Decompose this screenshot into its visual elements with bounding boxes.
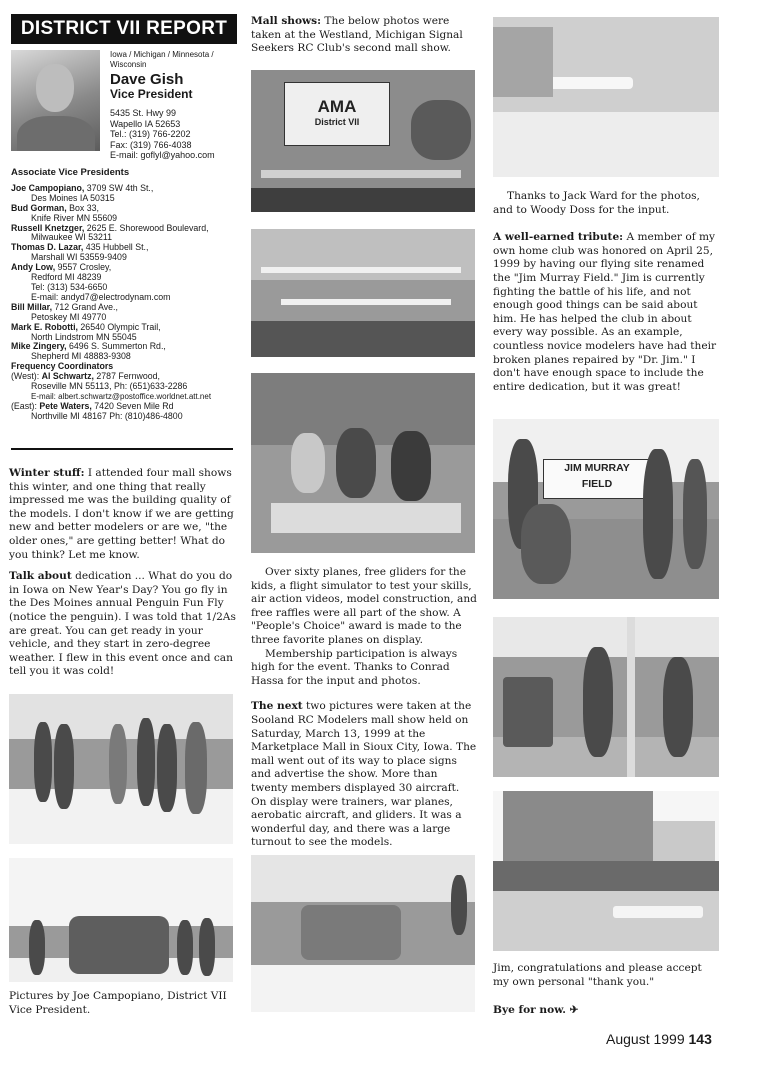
mall-display-photo: [493, 17, 719, 177]
westland-mall-show-photo-1: [251, 70, 475, 212]
associate-line: North Lindstrom MN 55045: [31, 331, 137, 342]
associate-line: Redford MI 48239: [31, 272, 102, 283]
penguin-fun-fly-photo: [9, 694, 233, 844]
closing-paragraph: Jim, congratulations and please accept my own personal "thank you.": [493, 962, 702, 988]
westland-mall-show-photo-3: [251, 373, 475, 553]
page-number: 143: [688, 1031, 712, 1047]
column1-body: [9, 467, 239, 687]
winter-paragraph: Winter stuff: I attended four mall shows this winter, and one thing that really impressed me was the building quality of the models. I don't know if we are getting new and better modelers or are we, "the older ones," are getting better! What do you think? Let me know.: [9, 467, 234, 561]
associate-vp-list: [11, 168, 237, 422]
frequency-email[interactable]: E-mail: albert.schwartz@postoffice.worldnet.att.net: [31, 391, 212, 401]
associate-entry: Russell Knetzger, 2625 E. Shorewood Boulevard,: [11, 222, 209, 233]
field-dedication-crowd-photo: [493, 617, 719, 777]
frequency-entry: (West): Al Schwartz, 2787 Fernwood,: [11, 371, 160, 382]
thanks-paragraph: Thanks to Jack Ward for the photos, and to Woody Doss for the input.: [493, 190, 700, 216]
vp-address-line: 5435 St. Hwy 99: [110, 108, 177, 118]
sooland-paragraph: The next two pictures were taken at the Sooland RC Modelers mall show held on Saturday, March 13, 1999 at the Marketplace Mall in Sioux City, Iowa. The mall went out of its way to place signs and advertise the show. More than twenty members displayed 30 aircraft. On display were trainers, war planes, aerobatic aircraft, and gliders. It was a wonderful day, and there was a large turnout to see the models.: [251, 700, 477, 849]
column3-body: [493, 190, 719, 402]
flying-field-shelter-photo: [493, 791, 719, 951]
vp-address-line: Wapello IA 52653: [110, 118, 181, 129]
associate-entry: Thomas D. Lazar, 435 Hubbell St.,: [11, 242, 149, 253]
frequency-line: Roseville MN 55113, Ph: (651)633-2286: [31, 381, 188, 392]
associate-entry: Bill Millar, 712 Grand Ave.,: [11, 301, 118, 312]
sign-off: Bye for now. ✈: [493, 1004, 579, 1016]
penguin-group-photo: [9, 858, 233, 982]
mall-show-body: [251, 566, 477, 858]
associate-entry: Mark E. Robotti, 26540 Olympic Trail,: [11, 321, 161, 332]
district-states: Iowa / Michigan / Minnesota / Wisconsin: [110, 50, 214, 69]
section-divider: [11, 448, 233, 450]
associate-line: Tel: (313) 534-6650: [31, 281, 108, 292]
jim-murray-field-photo: [493, 419, 719, 599]
membership-paragraph: Membership participation is always high for the event. Thanks to Conrad Hassa for the input and photos.: [251, 647, 458, 687]
associate-entry: Andy Low, 9557 Crosley,: [11, 262, 112, 273]
mall-show-paragraph: Over sixty planes, free gliders for the kids, a flight simulator to test your skills, air action videos, model construction, and free raffles were all part of the show. A "People's Choice" award is made to the three favorite planes on display.: [251, 566, 477, 646]
associate-line: Shepherd MI 48883-9308: [31, 351, 131, 362]
vp-email[interactable]: E-mail: goflyl@yahoo.com: [110, 150, 215, 160]
frequency-entry: (East): Pete Waters, 7420 Seven Mile Rd: [11, 400, 174, 411]
dedication-paragraph: Talk about dedication ... What do you do in Iowa on New Year's Day? You go fly in the Des Moines annual Penguin Fun Fly (notice the penguin). I was told that 1/2As are great. You can get ready in your vehicle, and they start in zero-degree weather. I flew in this event once and can tell you it was cold!: [9, 570, 236, 678]
tribute-paragraph: A well-earned tribute: A member of my own home club was honored on April 25, 1999 by having our flying site renamed the "Jim Murray Field." Jim is currently fighting the battle of his life, and not enough good things can be said about him. He has helped the club in about every way possible. As an example, countless novice modelers have had their broken planes repaired by "Dr. Jim." I don't have enough space to include the entire dedication, but it was great!: [493, 231, 717, 393]
associate-line: Knife River MN 55609: [31, 212, 118, 223]
ama-banner: AMA District VII: [284, 82, 390, 146]
westland-mall-show-photo-2: [251, 229, 475, 357]
associate-entry: Joe Campopiano, 3709 SW 4th St.,: [11, 182, 154, 193]
associate-line: Des Moines IA 50315: [31, 192, 115, 203]
vp-title: Vice President: [110, 87, 193, 101]
frequency-line: Northville MI 48167 Ph: (810)486-4800: [31, 410, 183, 421]
associate-line: Petoskey MI 49770: [31, 311, 107, 322]
vp-name: Dave Gish: [110, 71, 184, 88]
vp-portrait-photo: [11, 50, 100, 151]
associate-entry: Mike Zingery, 6496 S. Summerton Rd.,: [11, 341, 166, 352]
district-banner: DISTRICT VII REPORT: [11, 14, 237, 44]
page-footer: [606, 1031, 712, 1047]
sooland-mall-show-photo: [251, 855, 475, 1012]
vp-address: [110, 108, 215, 161]
issue-date: August 1999: [606, 1031, 685, 1047]
associate-heading: Associate Vice Presidents: [11, 167, 130, 178]
column1-photo-caption: Pictures by Joe Campopiano, District VII Vice President.: [9, 990, 227, 1016]
associate-email[interactable]: E-mail: andyd7@electrodynam.com: [31, 291, 171, 302]
associate-line: Milwaukee WI 53211: [31, 232, 113, 243]
mall-shows-intro: Mall shows: The below photos were taken at the Westland, Michigan Signal Seekers RC Club's second mall show.: [251, 15, 463, 55]
associate-line: Marshall WI 53559-9409: [31, 252, 127, 263]
frequency-heading: Frequency Coordinators: [11, 361, 114, 372]
vp-phone: Tel.: (319) 766-2202: [110, 129, 191, 139]
jim-murray-field-sign: JIM MURRAY FIELD: [543, 459, 651, 499]
vp-fax: Fax: (319) 766-4038: [110, 139, 192, 150]
associate-entry: Bud Gorman, Box 33,: [11, 202, 99, 213]
